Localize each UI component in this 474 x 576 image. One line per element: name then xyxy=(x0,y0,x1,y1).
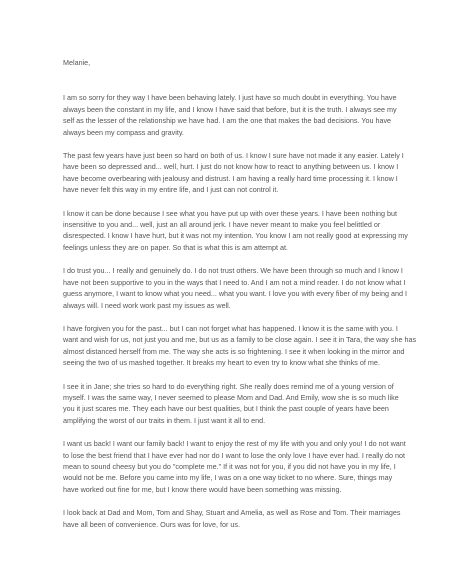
text-line: feelings unless they are on paper. So that is what this is am attempt at. xyxy=(63,242,288,252)
text-line: I see it in Jane; she tries so hard to do everything right. She really does remind me of a young version of xyxy=(63,381,394,391)
text-line: seeing the two of us mashed together. It breaks my heart to even try to know what she thinks of me. xyxy=(63,358,380,368)
paragraph xyxy=(63,381,418,427)
text-line: would not be me. Before you came into my life, I was on a one way ticket to no where. Sure, things may xyxy=(63,473,393,483)
text-line: have become overbearing with jealousy and distrust. I am having a really hard time processing it. I know I xyxy=(63,173,398,183)
text-line: want and wish for us, not just you and me, but us as a family to be close again. I see it in Tara, the way she has xyxy=(63,335,417,345)
text-line: I want us back! I want our family back! I want to enjoy the rest of my life with you and only you! I do not want xyxy=(63,439,406,449)
paragraph xyxy=(63,323,418,369)
text-line: have all been of convenience. Ours was for love, for us. xyxy=(63,519,240,529)
text-line: have worked out fine for me, but I know there would have been something was missing. xyxy=(63,484,342,494)
text-line: The past few years have just been so hard on both of us. I know I sure have not made it any easier. Lately I xyxy=(63,151,404,161)
text-line: I know it can be done because I see what you have put up with over these years. I have been nothing but xyxy=(63,208,398,218)
text-line: myself. I was the same way, I never seemed to please Mom and Dad. And Emily, wow she is so much like xyxy=(63,392,399,402)
text-line: self as the lesser of the relationship we have had. I am the one that makes the bad decisions. You have xyxy=(63,116,392,126)
text-line: guess anymore, I want to know what you need... what you want. I love you with every fiber of my being and I xyxy=(63,289,407,299)
paragraph xyxy=(63,208,418,254)
text-line: always been my compass and gravity. xyxy=(63,127,184,137)
text-line: I do trust you... I really and genuinely do. I do not trust others. We have been through so much and I know I xyxy=(63,266,403,276)
text-line: have not been supportive to you in the ways that I need to. And I am not a mind reader. I do not know what I xyxy=(63,277,406,287)
paragraph xyxy=(63,150,418,196)
paragraph xyxy=(63,92,418,138)
text-line: always will. I need work work past my issues as well. xyxy=(63,300,231,310)
text-line: have been so depressed and... well, hurt. I just do not know how to react to anything between us. I know I xyxy=(63,162,399,172)
paragraph xyxy=(63,507,418,530)
text-line: mean to sound cheesy but you do "complete me." If it was not for you, if you did not have you in my life, I xyxy=(63,461,396,471)
text-line: have never felt this way in my entire life, and I just can not control it. xyxy=(63,185,279,195)
text-line: to lose the best friend that I have ever had nor do I want to lose the only love I have ever had. I really do not xyxy=(63,450,406,460)
text-line: disrespected. I know I have hurt, but it was not my intention. You know I am not really good at expressing my xyxy=(63,231,408,241)
text-line: always been the constant in my life, and I know I have said that before, but it is the truth. I always see my xyxy=(63,104,397,114)
text-line: I am so sorry for they way I have been behaving lately. I just have so much doubt in everything. You have xyxy=(63,93,397,103)
text-line: I have forgiven you for the past... but I can not forget what has happened. I know it is the same with you. I xyxy=(63,323,398,333)
paragraph xyxy=(63,438,418,495)
text-line: insensitive to you and... well, just an all around jerk. I have never meant to make you feel belittled or xyxy=(63,220,381,230)
text-line: you it just scares me. They each have our best qualities, but I think the past couple of years have been xyxy=(63,404,389,414)
text-line: I look back at Dad and Mom, Tom and Shay, Stuart and Amelia, as well as Rose and Tom. Their marriages xyxy=(63,508,401,518)
letter-body xyxy=(63,57,418,542)
letter-paragraphs xyxy=(63,92,418,530)
text-line: almost distanced herself from me. The way she acts is so frightening. I see it when looking in the mirror and xyxy=(63,346,405,356)
paragraph xyxy=(63,265,418,311)
salutation: Melanie, xyxy=(63,58,91,67)
text-line: amplifying the worst of our traits in them. I just want it all to end. xyxy=(63,415,266,425)
